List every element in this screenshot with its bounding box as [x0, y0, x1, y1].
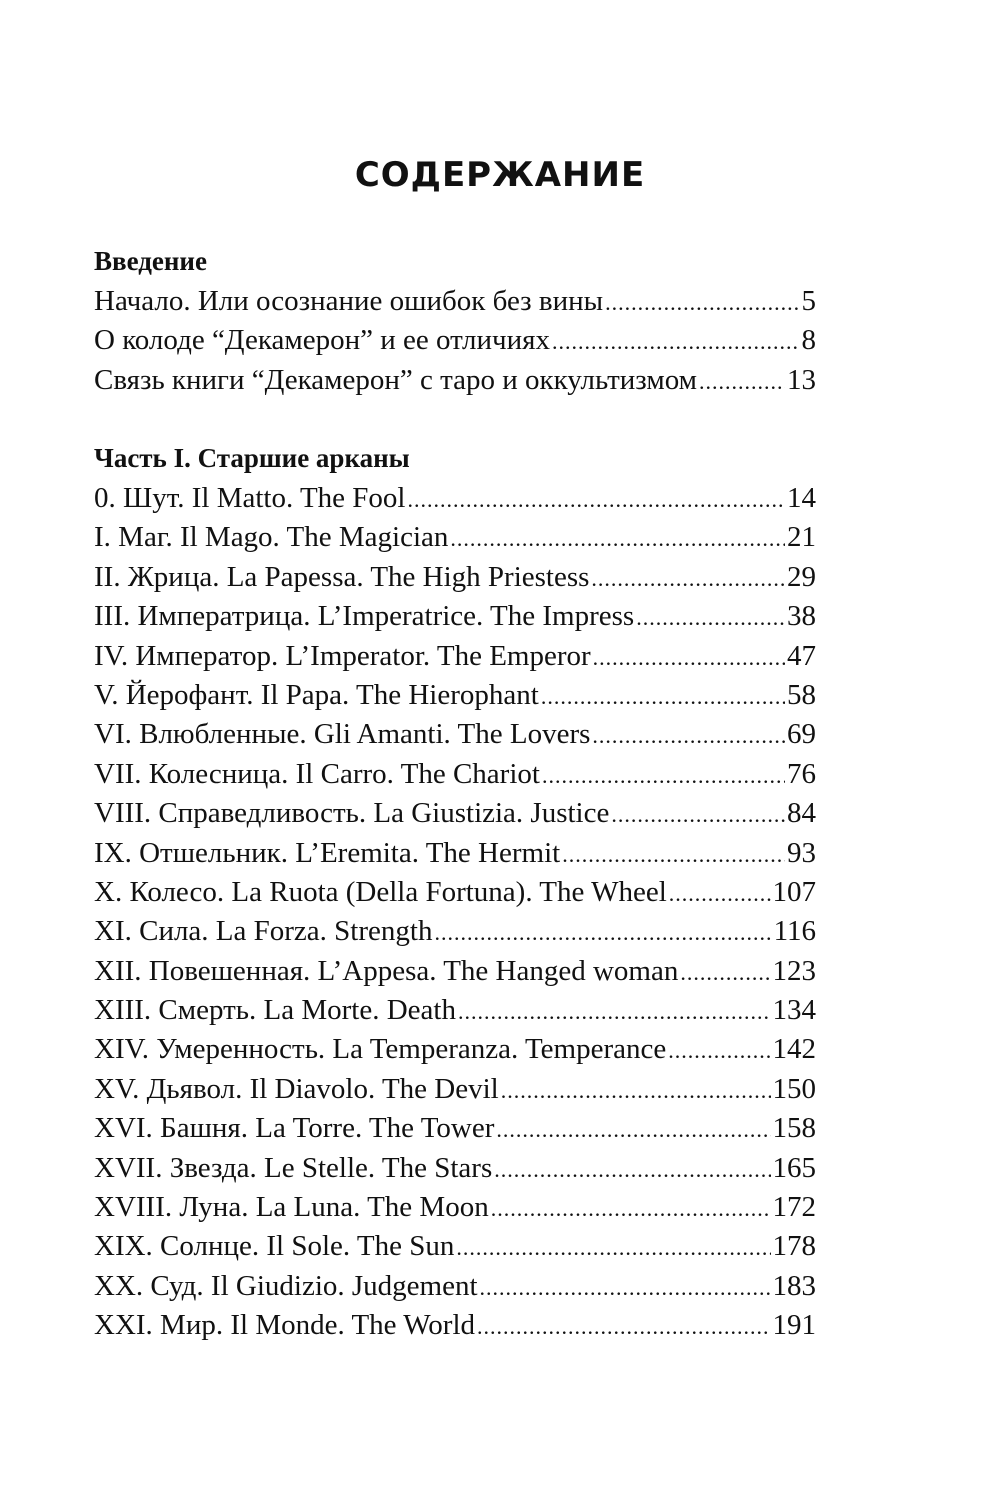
dot-leader [477, 1307, 770, 1346]
entry-page-number: 158 [772, 1112, 816, 1145]
entry-title: I. Маг. Il Mago. The Magician [94, 521, 449, 554]
dot-leader [501, 1071, 771, 1110]
dot-leader [592, 716, 785, 755]
toc-entry [94, 755, 816, 794]
dot-leader [458, 992, 771, 1031]
entry-title: III. Императрица. L’Imperatrice. The Impress [94, 600, 635, 633]
dot-leader [562, 835, 785, 874]
entry-title: XIV. Умеренность. La Temperanza. Temperance [94, 1033, 667, 1066]
entry-page-number: 178 [772, 1230, 816, 1263]
entry-page-number: 38 [787, 600, 816, 633]
entry-title: II. Жрица. La Papessa. The High Priestess [94, 560, 590, 593]
dot-leader [491, 1189, 771, 1228]
entry-title: XIII. Смерть. La Morte. Death [94, 994, 456, 1027]
toc-entry [94, 518, 816, 557]
dot-leader [434, 913, 771, 952]
dot-leader [541, 677, 785, 716]
entry-page-number: 172 [772, 1191, 816, 1224]
toc-entry [94, 952, 816, 991]
toc-entry [94, 282, 816, 321]
toc-entry [94, 1267, 816, 1306]
dot-leader [593, 638, 785, 677]
entry-page-number: 191 [772, 1309, 816, 1342]
toc-entry [94, 1070, 816, 1109]
dot-leader [456, 1228, 770, 1267]
dot-leader [494, 1150, 770, 1189]
page-title: СОДЕРЖАНИЕ [354, 155, 646, 195]
section-heading: Введение [94, 246, 207, 276]
entry-page-number: 116 [773, 915, 816, 948]
entry-page-number: 93 [787, 836, 816, 869]
toc-entry [94, 1227, 816, 1266]
entry-page-number: 142 [772, 1033, 816, 1066]
entry-title: Начало. Или осознание ошибок без вины [94, 285, 604, 317]
entry-title: VII. Колесница. Il Carro. The Chariot [94, 757, 540, 790]
toc-entry [94, 597, 816, 636]
toc-entry [94, 912, 816, 951]
entry-page-number: 58 [787, 678, 816, 711]
toc-entry [94, 1109, 816, 1148]
entry-title: VIII. Справедливость. La Giustizia. Justice [94, 797, 610, 830]
entry-title: XVIII. Луна. La Luna. The Moon [94, 1191, 489, 1224]
toc-entry [94, 991, 816, 1030]
entry-page-number: 47 [787, 639, 816, 672]
toc-entry [94, 1306, 816, 1345]
entry-title: XIX. Солнце. Il Sole. The Sun [94, 1230, 455, 1263]
toc-entry [94, 1188, 816, 1227]
entry-title: Связь книги “Декамерон” с таро и оккультизмом [94, 363, 697, 396]
entry-page-number: 165 [772, 1151, 816, 1184]
entry-page-number: 107 [772, 875, 816, 908]
entry-page-number: 5 [801, 285, 816, 317]
dot-leader [496, 1110, 770, 1149]
dot-leader [636, 598, 785, 637]
entry-page-number: 76 [787, 757, 816, 790]
entry-title: VI. Влюбленные. Gli Amanti. The Lovers [94, 718, 591, 751]
entry-page-number: 84 [787, 797, 816, 830]
entry-page-number: 13 [787, 363, 816, 396]
entry-page-number: 183 [772, 1269, 816, 1302]
entry-title: X. Колесо. La Ruota (Della Fortuna). The Wheel [94, 875, 667, 908]
toc-section-part-1 [94, 437, 816, 1346]
toc-entry [94, 1030, 816, 1069]
entry-page-number: 150 [772, 1072, 816, 1105]
entry-page-number: 69 [787, 718, 816, 751]
section-heading: Часть I. Старшие арканы [94, 443, 410, 473]
toc-section-intro [94, 240, 816, 400]
entry-page-number: 29 [787, 560, 816, 593]
dot-leader [699, 362, 785, 401]
entry-title: XI. Сила. La Forza. Strength [94, 915, 433, 948]
entry-title: О колоде “Декамерон” и ее отличиях [94, 324, 550, 357]
toc-entry [94, 321, 816, 360]
toc-entry [94, 715, 816, 754]
dot-leader [480, 1268, 771, 1307]
entry-page-number: 8 [801, 324, 816, 357]
dot-leader [591, 559, 785, 598]
entry-title: IV. Император. L’Imperator. The Emperor [94, 639, 591, 672]
toc-entry [94, 676, 816, 715]
entry-title: XVI. Башня. La Torre. The Tower [94, 1112, 495, 1145]
entry-page-number: 123 [772, 954, 816, 987]
dot-leader [552, 322, 800, 361]
toc-entry [94, 479, 816, 518]
toc-entry [94, 794, 816, 833]
entry-title: V. Йерофант. Il Papa. The Hierophant [94, 678, 539, 711]
entry-title: XXI. Мир. Il Monde. The World [94, 1309, 476, 1342]
entry-page-number: 14 [787, 482, 816, 514]
entry-title: XVII. Звезда. Le Stelle. The Stars [94, 1151, 493, 1184]
entry-page-number: 134 [772, 994, 816, 1027]
dot-leader [669, 874, 771, 913]
toc-entry [94, 873, 816, 912]
entry-title: XV. Дьявол. Il Diavolo. The Devil [94, 1072, 499, 1105]
toc-entry [94, 361, 816, 400]
toc-entry [94, 558, 816, 597]
toc-entry [94, 637, 816, 676]
entry-title: XX. Суд. Il Giudizio. Judgement [94, 1269, 478, 1302]
dot-leader [605, 283, 799, 322]
toc-entry [94, 834, 816, 873]
dot-leader [407, 480, 785, 519]
dot-leader [542, 756, 785, 795]
dot-leader [450, 519, 785, 558]
entry-title: XII. Повешенная. L’Appesa. The Hanged woman [94, 954, 679, 987]
dot-leader [668, 1031, 770, 1070]
dot-leader [680, 953, 770, 992]
entry-page-number: 21 [787, 521, 816, 554]
entry-title: 0. Шут. Il Matto. The Fool [94, 482, 406, 514]
dot-leader [611, 795, 785, 834]
toc-entry [94, 1149, 816, 1188]
entry-title: IX. Отшельник. L’Eremita. The Hermit [94, 836, 561, 869]
